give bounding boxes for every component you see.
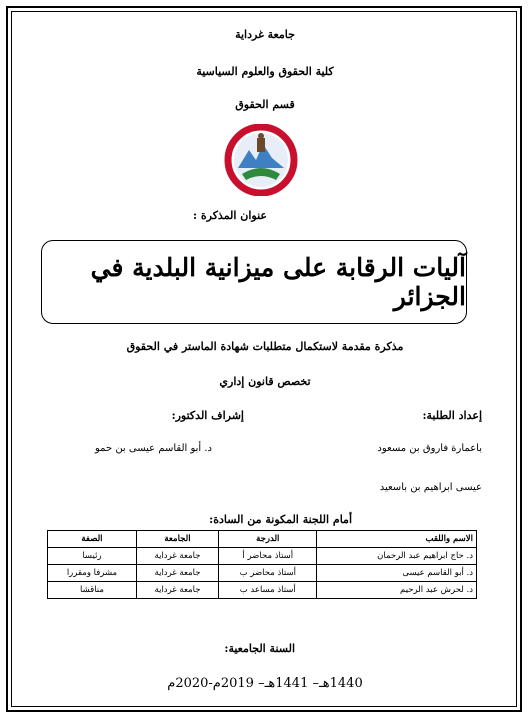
committee-table [47, 530, 477, 599]
table-cell: مشرفا ومقررا [48, 565, 137, 582]
table-row [48, 548, 477, 565]
table-header-row [48, 531, 477, 548]
table-cell: جامعة غرداية [136, 565, 218, 582]
faculty-name: كلية الحقوق والعلوم السياسية [196, 65, 334, 78]
table-cell: مناقشا [48, 582, 137, 599]
supervisor-name: د. أبو القاسم عيسى بن حمو [95, 443, 212, 454]
page-border-inner [11, 11, 517, 707]
table-cell: رئيسا [48, 548, 137, 565]
specialty: تخصص قانون إداري [219, 375, 311, 388]
table-cell: د. حاج ابراهيم عبد الرحمان [317, 548, 477, 565]
table-cell: أستاذ محاضر ب [219, 565, 317, 582]
column-header: الجامعة [136, 531, 218, 548]
academic-year-label: السنة الجامعية: [224, 642, 295, 655]
committee-label: أمام اللجنة المكونة من السادة: [209, 513, 352, 526]
supervisor-label: إشراف الدكتور: [171, 409, 244, 422]
academic-year-value: 1440هـ– 1441هـ– 2019م-2020م [167, 676, 363, 691]
column-header: الدرجة [219, 531, 317, 548]
university-emblem-icon [216, 124, 306, 196]
table-cell: جامعة غرداية [136, 548, 218, 565]
thesis-title: آليات الرقابة على ميزانية البلدية في الجزائر [90, 253, 466, 311]
table-cell: جامعة غرداية [136, 582, 218, 599]
column-header: الصفة [48, 531, 137, 548]
table-cell: أستاذ مساعد ب [219, 582, 317, 599]
table-cell: د. أبو القاسم عيسى [317, 565, 477, 582]
student-name: عيسى ابراهيم بن باسعيد [379, 482, 482, 493]
thesis-subtitle: مذكرة مقدمة لاستكمال متطلبات شهادة الماستر في الحقوق [126, 340, 404, 353]
memo-title-label: عنوان المذكرة : [192, 209, 267, 222]
table-cell: د. لحرش عبد الرحيم [317, 582, 477, 599]
column-header: الاسم واللقب [317, 531, 477, 548]
thesis-title-box [41, 240, 467, 324]
table-row [48, 582, 477, 599]
university-name: جامعة غرداية [235, 28, 295, 41]
table-cell: أستاذ محاضر أ [219, 548, 317, 565]
table-row [48, 565, 477, 582]
department-name: قسم الحقوق [235, 98, 295, 111]
prepared-by-label: إعداد الطلبة: [422, 409, 482, 422]
student-name: باعمارة فاروق بن مسعود [377, 443, 482, 454]
